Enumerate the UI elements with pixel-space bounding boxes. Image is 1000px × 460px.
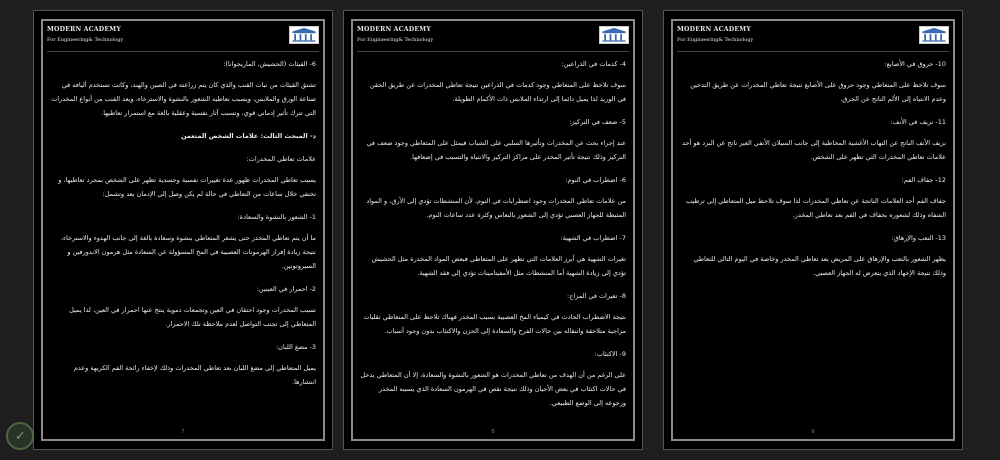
page-number: 8	[491, 429, 495, 435]
page-body	[680, 57, 946, 421]
section-heading: 11- نزيف في الأنف:	[890, 118, 946, 126]
paragraph: عند إجراء بحث عن المخدرات وتأثيرها السلبي على الشباب فيمثل على المتعاطي وجود ضعف في التركيز وذلك نتيجة تأثير المخدر على مراكز التركيز والانتباه والتسبب في إضعافها.	[366, 139, 626, 161]
header-brand	[677, 26, 753, 43]
section-heading: 1- الشعور بالنشوة والسعادة:	[237, 213, 316, 221]
section-heading: 4- كدمات في الذراعين:	[561, 60, 626, 68]
paragraph: يميل المتعاطي إلى مضغ اللبان بعد تعاطي المخدرات وذلك لإخفاء رائحة الفم الكريهة وعدم انتشارها.	[73, 364, 316, 386]
academy-logo-icon	[289, 26, 319, 44]
page-7	[33, 10, 333, 450]
header-title: MODERN ACADEMY	[677, 26, 751, 33]
page-body	[360, 57, 626, 421]
paragraph: على الرغم من أن الهدف من تعاطي المخدرات هو الشعور بالنشوة والسعادة، إلا أن المتعاطي يدخل في حالات اكتئاب في بعض الأحيان وذلك نتيجة نقص في الهرمون السعادة الذي يسببه المخدر ورجوعه إلى الوضع الطبيعي.	[360, 371, 626, 407]
section-heading: 10- حروق في الأصابع:	[884, 60, 946, 68]
paragraph: ما أن يتم تعاطي المخدر حتى يشعر المتعاطي بنشوة وسعادة بالغة إلى جانب الهدوء والاسترخاء، نتيجة زيادة إفراز الهرمونات العصبية في المخ المسؤولة عن السعادة مثل هرمون الاندورفين و السيروتونين.	[60, 234, 316, 270]
paragraph: تغيرات الشهية هي أبرز العلامات التي تظهر على المتعاطي فبعض المواد المخدرة مثل الحشيش تؤدي إلى زيادة الشهية أما المنشطات مثل الأمفيتامينات تؤدي إلى فقد الشهية.	[371, 255, 626, 277]
page-frame	[41, 19, 325, 441]
header-subtitle: For Engineering& Technology	[677, 37, 754, 44]
section-heading: 6- القيئات (الحشيش، الماريجوانا):	[223, 60, 316, 68]
paragraph: من علامات تعاطي المخدرات وجود اضطرابات في النوم، لأن المنشطات تؤدي إلى الأرق، و المواد المثبطة للجهاز العصبي تؤدي إلى الشعور بالنعاس وكثرة عدد ساعات النوم.	[366, 197, 626, 219]
section-heading: 2- احمرار في العينين:	[256, 285, 316, 293]
page-body	[50, 57, 316, 421]
section-heading: 3- مضغ اللبان:	[275, 343, 316, 351]
paragraph: سوف تلاحظ على المتعاطي وجود حروق على الأصابع نتيجة تعاطي المخدرات عن طريق التدخين وعدم الانتباه إلى الألم الناتج عن الحرق.	[690, 81, 946, 103]
paragraph: تسبب المخدرات وجود احتقان في العين وتجمعات دموية ينتج عنها احمرار في العين، لذا يميل المتعاطي إلى تجنب التواصل لعدم ملاحظة تلك الاحمرار.	[69, 306, 316, 328]
header-brand	[47, 26, 123, 43]
section-heading: 7- اضطراب في الشهية:	[560, 234, 626, 242]
page-number: 9	[811, 429, 815, 435]
header-title: MODERN ACADEMY	[47, 26, 121, 33]
paragraph: تشتق القيئات من نبات القنب والذي كان يتم زراعته في الصين والهند، وكانت تستخدم أليافه في صناعة الورق والملابس، ويسبب تعاطيه الشعور بالنشوة والاسترخاء، ويعد القنب من أنواع المخدرات التي تترك تأثير إدماني قوي، وتسبب آثار نفسية وعقلية بالغة مع استمرار تعاطيها.	[51, 81, 316, 117]
header-subtitle: For Engineering& Technology	[47, 37, 124, 44]
page-header	[47, 25, 319, 52]
section-heading: 12- جفاف الفم:	[901, 176, 946, 184]
header-subtitle: For Engineering& Technology	[357, 37, 434, 44]
section-heading: 5- ضعف في التركيز:	[569, 118, 626, 126]
paragraph: يظهر الشعور بالتعب والإرهاق على المريض بعد تعاطي المخدر وخاصة في اليوم التالي للتعاطي وذلك نتيجة الإجهاد الذي يتعرض له الجهاز العصبي.	[693, 255, 946, 277]
section-heading: 8- تغيرات في المزاج:	[567, 292, 626, 300]
page-8	[343, 10, 643, 450]
header-title: MODERN ACADEMY	[357, 26, 431, 33]
paragraph: نتيجة الاضطراب الحادث في كيمياء المخ العصبية بسبب المخدر فهناك تلاحظ على المتعاطي تقلبات مزاجية متلاحقة وانتقاله بين حالات الفرح والسعادة إلى الحزن والاكتئاب بدون وجود أسباب.	[363, 313, 626, 335]
paragraph: يسبب تعاطي المخدرات ظهور عدة تغييرات نفسية وجسدية تظهر على الشخص بمجرد تعاطيها، و تختفي خلال ساعات من التعاطي في حالة لم يكن وصل إلى الإدمان بعد وتشمل:	[58, 176, 316, 198]
section-heading: علامات تعاطي المخدرات:	[246, 155, 316, 163]
page-header	[677, 25, 949, 52]
navigation-widget-icon[interactable]: ✓	[6, 422, 34, 450]
section-heading: 13- التعب والإرهاق:	[891, 234, 946, 242]
page-9	[663, 10, 963, 450]
section-heading: 6- اضطراب في النوم:	[565, 176, 626, 184]
page-frame	[671, 19, 955, 441]
academy-logo-icon	[919, 26, 949, 44]
page-number: 7	[181, 429, 185, 435]
academy-logo-icon	[599, 26, 629, 44]
chapter-heading: د- المبحث الثالث: علامات الشخص المتعمن	[180, 132, 316, 140]
page-header	[357, 25, 629, 52]
section-heading: 9- الاكتئاب:	[594, 350, 626, 358]
paragraph: نزيف الأنف الناتج عن التهاب الأغشية المخاطية إلى جانب السيلان الأنفي الغير ناتج عن البرد هو أحد علامات تعاطي المخدرات التي تظهر على الشخص.	[682, 139, 946, 161]
paragraph: سوف تلاحظ على المتعاطي وجود كدمات في الذراعين نتيجة تعاطي المخدرات عن طريق الحقن في الوريد لذا يميل دائما إلى ارتداء الملابس ذات الأكمام الطويلة.	[369, 81, 626, 103]
page-frame	[351, 19, 635, 441]
paragraph: جفاف الفم أحد العلامات الناتجة عن تعاطي المخدرات لذا سوف تلاحظ ميل المتعاطي إلى ترطيب الشفاه وذلك لشعوره بجفاف في الفم بعد تعاطي المخدر.	[685, 197, 946, 219]
header-brand	[357, 26, 433, 43]
